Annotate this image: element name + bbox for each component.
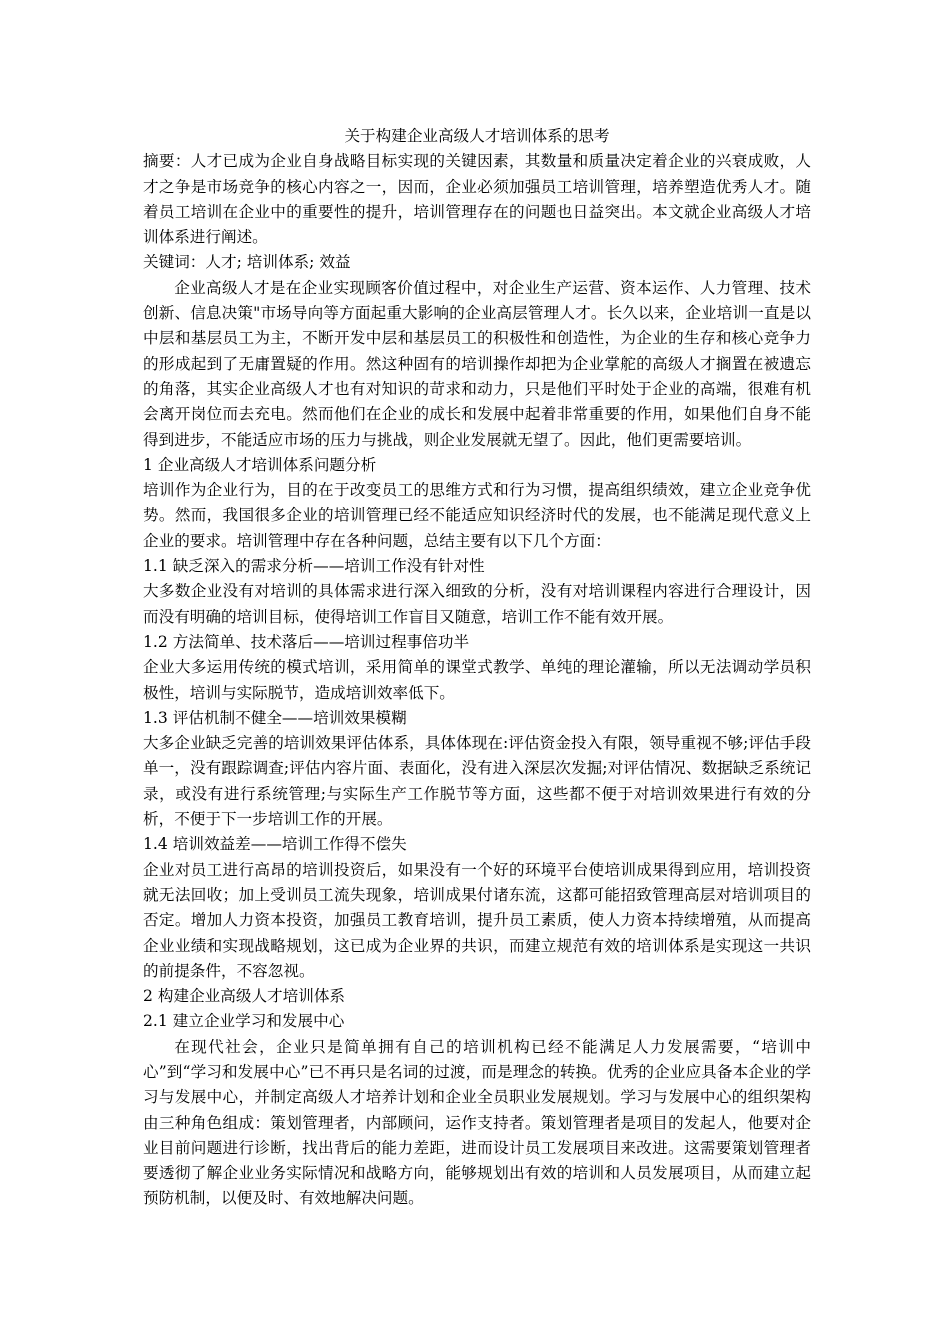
section-2-heading: 2 构建企业高级人才培训体系 bbox=[143, 987, 346, 1006]
section-1-4-heading: 1.4 培训效益差——培训工作得不偿失 bbox=[143, 835, 407, 854]
section-1-heading: 1 企业高级人才培训体系问题分析 bbox=[143, 455, 377, 474]
section-2-1-heading: 2.1 建立企业学习和发展中心 bbox=[143, 1012, 345, 1031]
section-1-paragraph: 培训作为企业行为，目的在于改变员工的思维方式和行为习惯，提高组织绩效，建立企业竞争优势。然而，我国很多企业的培训管理已经不能适应知识经济时代的发展，也不能满足现代意义上企业的要求。培训管理中存在各种问题，总结主要有以下几个方面： bbox=[143, 481, 811, 550]
section-2-1-paragraph: 在现代社会，企业只是简单拥有自己的培训机构已经不能满足人力发展需要，“培训中心”到“学习和发展中心”已不再只是名词的过渡，而是理念的转换。优秀的企业应具备本企业的学习与发展中心，并制定高级人才培养计划和企业全员职业发展规划。学习与发展中心的组织架构由三种角色组成：策划管理者，内部顾问，运作支持者。策划管理者是项目的发起人，他要对企业目前问题进行诊断，找出背后的能力差距，进而设计员工发展项目来改进。这需要策划管理者要透彻了解企业业务实际情况和战略方向，能够规划出有效的培训和人员发展项目，从而建立起预防机制，以便及时、有效地解决问题。 bbox=[143, 1037, 811, 1208]
section-1-2-paragraph: 企业大多运用传统的模式培训，采用简单的课堂式教学、单纯的理论灌输，所以无法调动学员积极性，培训与实际脱节，造成培训效率低下。 bbox=[143, 658, 811, 702]
document-title: 关于构建企业高级人才培训体系的思考 bbox=[344, 127, 610, 145]
section-1-3-paragraph: 大多企业缺乏完善的培训效果评估体系，具体体现在:评估资金投入有限，领导重视不够;评估手段单一，没有跟踪调查;评估内容片面、表面化，没有进入深层次发掘;对评估情况、数据缺乏系统记录，或没有进行系统管理;与实际生产工作脱节等方面，这些都不便于对培训效果进行有效的分析，不便于下一步培训工作的开展。 bbox=[143, 734, 811, 829]
abstract-paragraph: 摘要：人才已成为企业自身战略目标实现的关键因素，其数量和质量决定着企业的兴衰成败，人才之争是市场竞争的核心内容之一，因而，企业必须加强员工培训管理，培养塑造优秀人才。随着员工培训在企业中的重要性的提升，培训管理存在的问题也日益突出。本文就企业高级人才培训体系进行阐述。 bbox=[143, 152, 811, 247]
keywords-line: 关键词：人才; 培训体系; 效益 bbox=[143, 253, 351, 272]
section-1-1-heading: 1.1 缺乏深入的需求分析——培训工作没有针对性 bbox=[143, 557, 485, 576]
intro-paragraph: 企业高级人才是在企业实现顾客价值过程中，对企业生产运营、资本运作、人力管理、技术创新、信息决策"市场导向等方面起重大影响的企业高层管理人才。长久以来，企业培训一直是以中层和基层员工为主，不断开发中层和基层员工的积极性和创造性，为企业的生存和核心竞争力的形成起到了无庸置疑的作用。然这种固有的培训操作却把为企业掌舵的高级人才搁置在被遗忘的角落，其实企业高级人才也有对知识的苛求和动力，只是他们平时处于企业的高端，很难有机会离开岗位而去充电。然而他们在企业的成长和发展中起着非常重要的作用，如果他们自身不能得到进步，不能适应市场的压力与挑战，则企业发展就无望了。因此，他们更需要培训。 bbox=[143, 278, 811, 449]
section-1-2-heading: 1.2 方法简单、技术落后——培训过程事倍功半 bbox=[143, 632, 470, 651]
section-1-3-heading: 1.3 评估机制不健全——培训效果模糊 bbox=[143, 708, 407, 727]
document-page bbox=[143, 124, 811, 1212]
section-1-1-paragraph: 大多数企业没有对培训的具体需求进行深入细致的分析，没有对培训课程内容进行合理设计，因而没有明确的培训目标，使得培训工作盲目又随意，培训工作不能有效开展。 bbox=[143, 582, 811, 626]
section-1-4-paragraph: 企业对员工进行高昂的培训投资后，如果没有一个好的环境平台使培训成果得到应用，培训投资就无法回收；加上受训员工流失现象，培训成果付诸东流，这都可能招致管理高层对培训项目的否定。增加人力资本投资，加强员工教育培训，提升员工素质，使人力资本持续增殖，从而提高企业业绩和实现战略规划，这已成为企业界的共识，而建立规范有效的培训体系是实现这一共识的前提条件，不容忽视。 bbox=[143, 860, 811, 980]
